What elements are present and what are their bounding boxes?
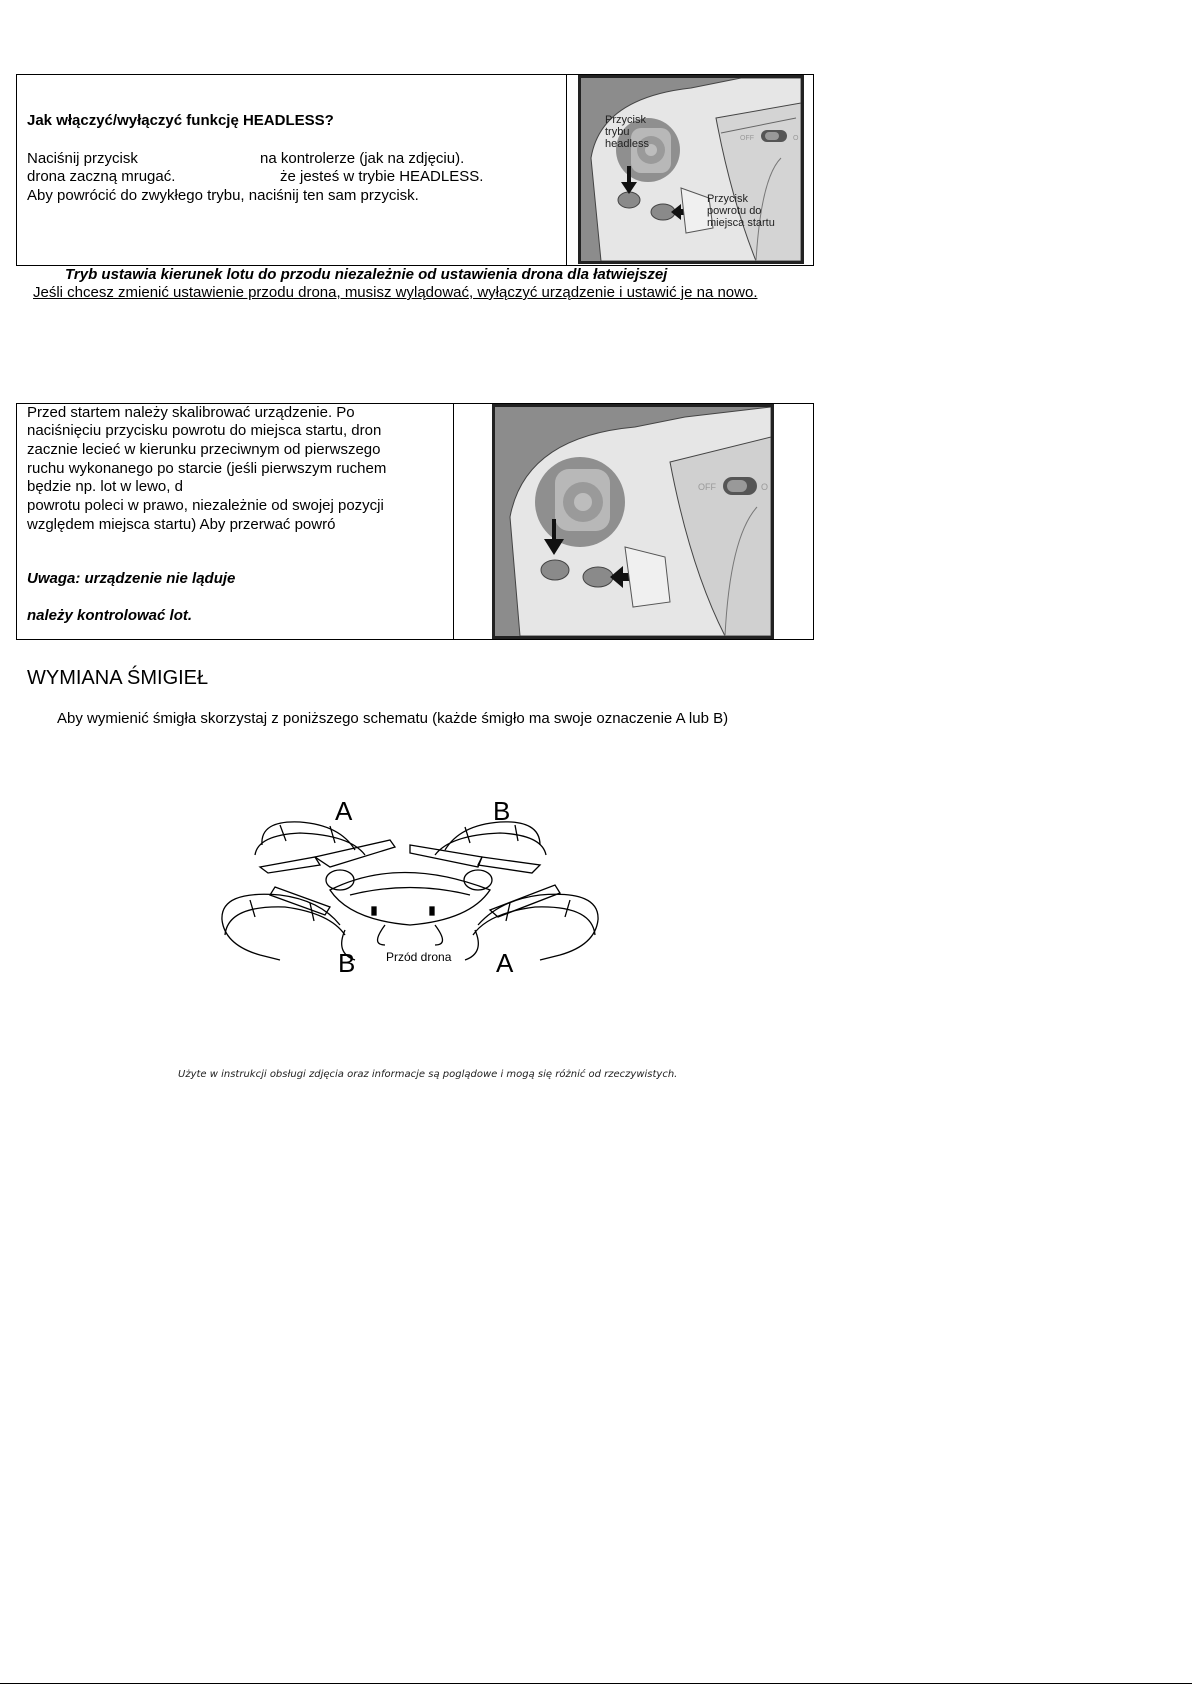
footer-disclaimer: Użyte w instrukcji obsługi zdjęcia oraz informacje są poglądowe i mogą się różnić od rzeczywistych. bbox=[178, 1069, 678, 1080]
return-warning-a: Uwaga: urządzenie nie ląduje bbox=[27, 570, 236, 587]
return-line-7: względem miejsca startu) Aby przerwać powró bbox=[27, 516, 336, 533]
headless-line1-a: Naciśnij przycisk bbox=[27, 150, 138, 167]
headless-line3: Aby powrócić do zwykłego trybu, naciśnij ten sam przycisk. bbox=[27, 187, 419, 204]
page-bottom-rule bbox=[0, 1683, 1192, 1684]
controller-photo-return bbox=[492, 404, 774, 639]
switch-off-label: OFF bbox=[740, 135, 754, 142]
headless-line2-a: drona zaczną mrugać. bbox=[27, 168, 176, 185]
switch2-on-label: O bbox=[761, 482, 769, 492]
return-line-5: będzie np. lot w lewo, d bbox=[27, 478, 183, 495]
headless-title: Jak włączyć/wyłączyć funkcję HEADLESS? bbox=[27, 112, 334, 129]
headless-divider bbox=[566, 74, 567, 266]
prop-label-bottom-left: B bbox=[338, 948, 356, 978]
return-warning-b: należy kontrolować lot. bbox=[27, 607, 193, 624]
return-line-3: zacznie lecieć w kierunku przeciwnym od pierwszego bbox=[27, 441, 381, 458]
headless-note-underline: Jeśli chcesz zmienić ustawienie przodu drona, musisz wylądować, wyłączyć urządzenie i ustawić je na nowo. bbox=[33, 284, 758, 301]
prop-label-top-right: B bbox=[493, 796, 511, 826]
prop-label-top-left: A bbox=[335, 796, 353, 826]
controller-illustration-2 bbox=[495, 407, 771, 636]
switch2-off-label: OFF bbox=[698, 482, 716, 492]
switch-on-label: O bbox=[793, 135, 799, 142]
propellers-instruction: Aby wymienić śmigła skorzystaj z poniższego schematu (każde śmigło ma swoje oznaczenie A lub B) bbox=[57, 710, 729, 727]
return-line-2: naciśnięciu przycisku powrotu do miejsca startu, dron bbox=[27, 422, 382, 439]
controller-photo-headless bbox=[578, 75, 804, 264]
return-line-6: powrotu poleci w prawo, niezależnie od swojej pozycji bbox=[27, 497, 384, 514]
headless-note-italic: Tryb ustawia kierunek lotu do przodu niezależnie od ustawienia drona dla łatwiejszej bbox=[65, 266, 668, 283]
return-home-divider bbox=[453, 403, 454, 640]
return-line-4: ruchu wykonanego po starcie (jeśli pierwszym ruchem bbox=[27, 460, 387, 477]
controller-illustration bbox=[581, 78, 801, 261]
propellers-heading: WYMIANA ŚMIGIEŁ bbox=[27, 667, 209, 689]
headless-line2-b: że jesteś w trybie HEADLESS. bbox=[280, 168, 484, 185]
return-line-1: Przed startem należy skalibrować urządzenie. Po bbox=[27, 404, 355, 421]
label-headless-button: Przycisk trybu headless bbox=[605, 114, 650, 150]
headless-line1-b: na kontrolerze (jak na zdjęciu). bbox=[260, 150, 465, 167]
prop-label-bottom-right: A bbox=[496, 948, 514, 978]
label-return-button: Przycisk powrotu do miejsca startu bbox=[707, 193, 775, 229]
front-of-drone-label: Przód drona bbox=[386, 950, 452, 964]
